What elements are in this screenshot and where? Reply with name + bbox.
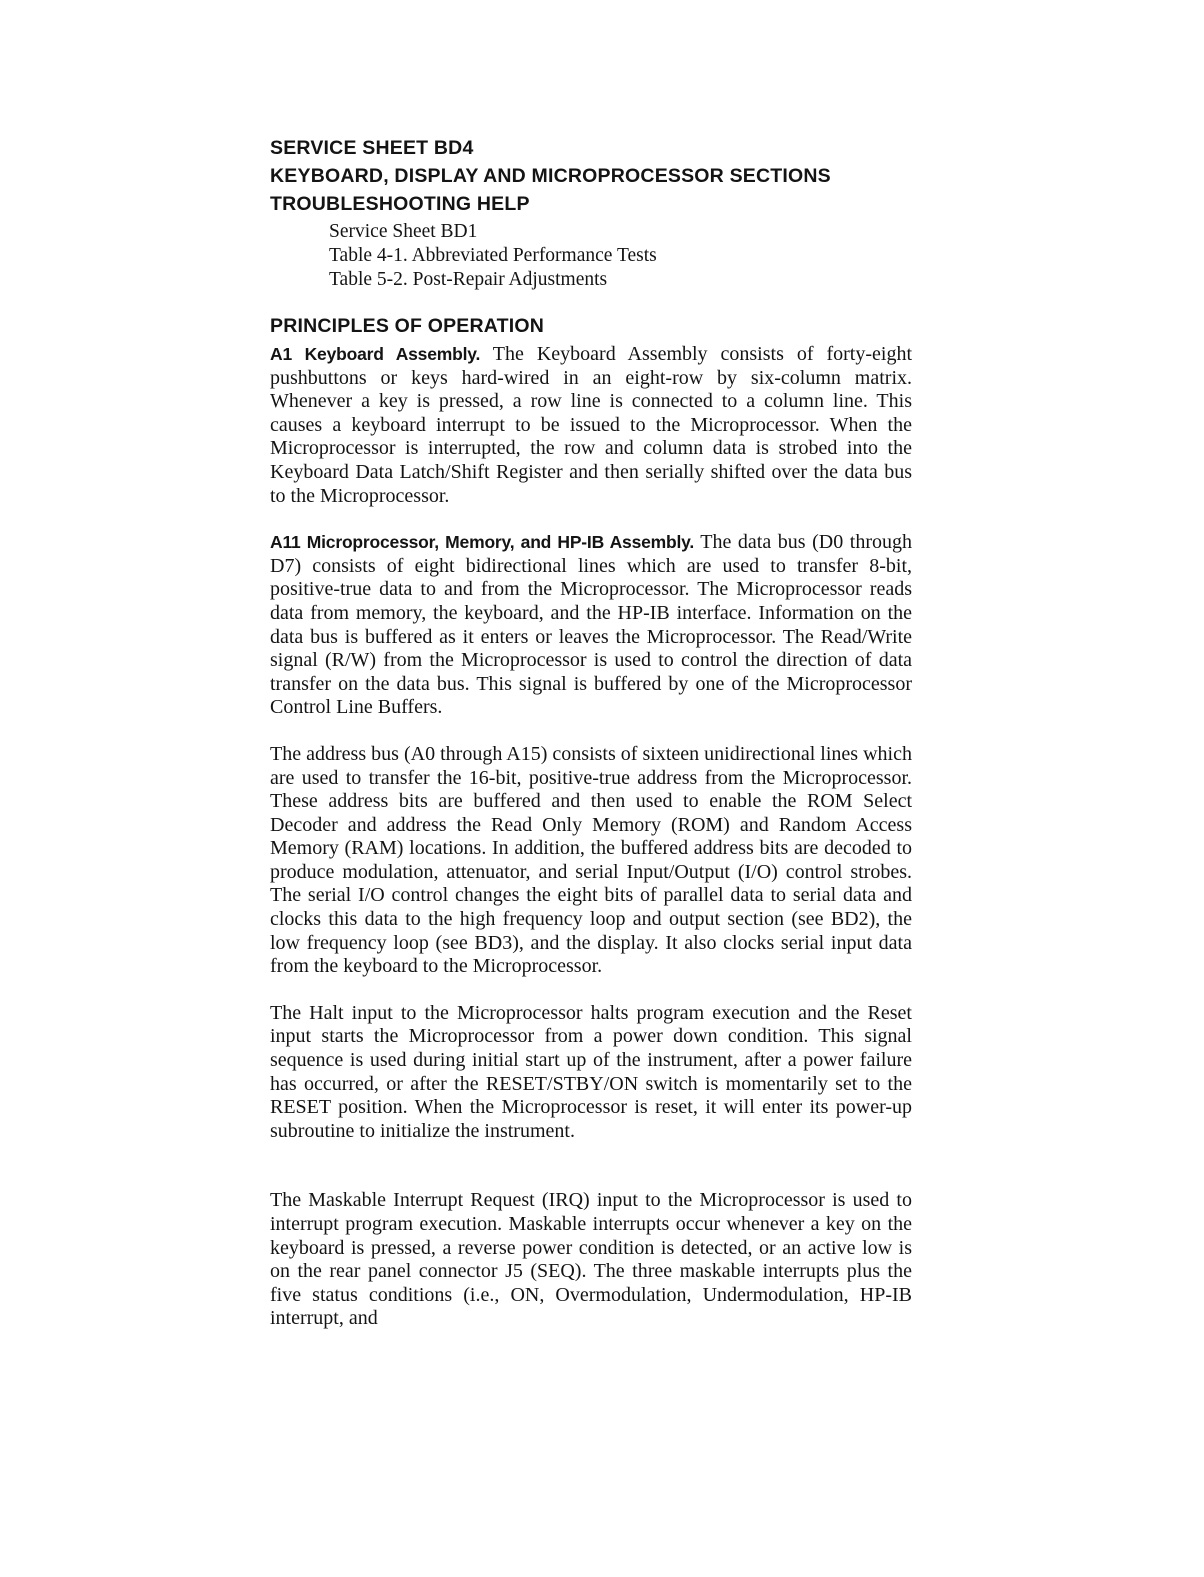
- keyboard-assembly-title: A1 Keyboard Assembly.: [270, 344, 481, 364]
- address-bus-paragraph: The address bus (A0 through A15) consists of sixteen unidirectional lines which are used to transfer the 16-bit, positive-true address from the Microprocessor. These address bits are buffered and then used to enable the ROM Select Decoder and address the Read Only Memory (ROM) and Random Access Memory (RAM) locations. In addition, the buffered address bits are decoded to produce modulation, attenuator, and serial Input/Output (I/O) control strobes. The serial I/O control changes the eight bits of parallel data to serial data and clocks this data to the high frequency loop and output section (see BD2), the low frequency loop (see BD3), and the display. It also clocks serial input data from the keyboard to the Microprocessor.: [270, 742, 912, 978]
- keyboard-assembly-paragraph: [270, 343, 912, 508]
- irq-paragraph: The Maskable Interrupt Request (IRQ) input to the Microprocessor is used to interrupt program execution. Maskable interrupts occur whenever a key on the keyboard is pressed, a reverse power condition is detected, or an active low is on the rear panel connector J5 (SEQ). The three maskable interrupts plus the five status conditions (i.e., ON, Overmodulation, Undermodulation, HP-IB interrupt, and: [270, 1189, 912, 1330]
- document-page: [270, 134, 912, 1331]
- troubleshooting-references: [329, 220, 912, 292]
- microprocessor-assembly-title: A11 Microprocessor, Memory, and HP-IB Assembly.: [270, 532, 695, 553]
- keyboard-assembly-text: The Keyboard Assembly consists of forty-eight pushbuttons or keys hard-wired in an eight-row by six-column matrix. Whenever a key is pressed, a row line is connected to a column line. This causes a keyboard interrupt to be issued to the Microprocessor. When the Microprocessor is interrupted, the row and column data is strobed into the Keyboard Data Latch/Shift Register and then serially shifted over the data bus to the Microprocessor.: [270, 343, 912, 507]
- microprocessor-assembly-text: The data bus (D0 through D7) consists of eight bidirectional lines which are used to transfer 8-bit, positive-true data to and from the Microprocessor. The Microprocessor reads data from memory, the keyboard, and the HP-IB interface. Information on the data bus is buffered as it enters or leaves the Microprocessor. The Read/Write signal (R/W) from the Microprocessor is used to control the direction of data transfer on the data bus. This signal is buffered by one of the Microprocessor Control Line Buffers.: [270, 531, 912, 719]
- section-subject-title: KEYBOARD, DISPLAY AND MICROPROCESSOR SECTIONS: [270, 165, 831, 187]
- reference-item: Service Sheet BD1: [329, 221, 478, 242]
- reference-item: Table 4-1. Abbreviated Performance Tests: [329, 245, 657, 266]
- troubleshooting-heading: TROUBLESHOOTING HELP: [270, 193, 530, 215]
- reference-item: Table 5-2. Post-Repair Adjustments: [329, 269, 608, 290]
- principles-heading: PRINCIPLES OF OPERATION: [270, 315, 545, 337]
- service-sheet-title: SERVICE SHEET BD4: [270, 137, 474, 159]
- microprocessor-assembly-paragraph: [270, 531, 912, 720]
- halt-reset-paragraph: The Halt input to the Microprocessor halts program execution and the Reset input starts the Microprocessor from a power down condition. This signal sequence is used during initial start up of the instrument, after a power failure has occurred, or after the RESET/STBY/ON switch is momentarily set to the RESET position. When the Microprocessor is reset, it will enter its power-up subroutine to initialize the instrument.: [270, 1001, 912, 1142]
